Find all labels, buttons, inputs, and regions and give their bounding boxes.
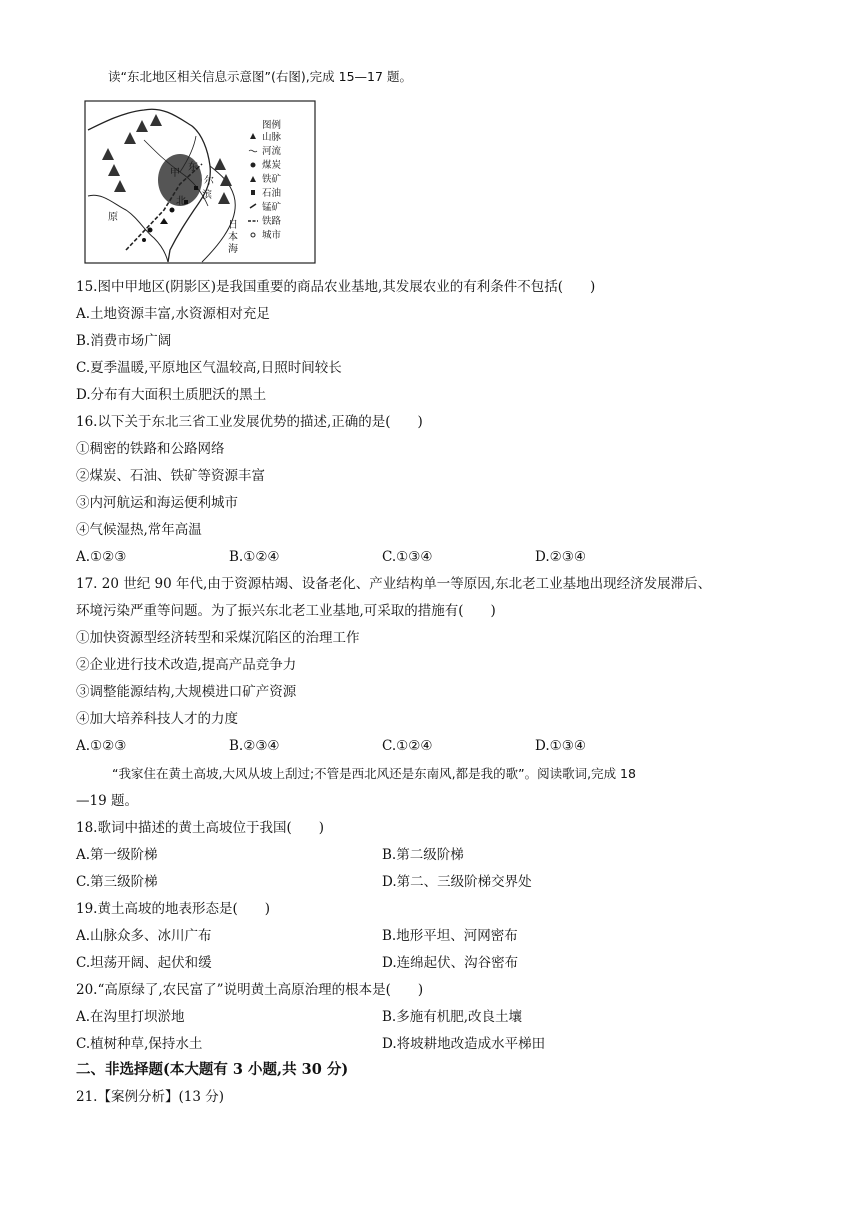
question-16-stem: 16.以下关于东北三省工业发展优势的描述,正确的是( ) [76,414,423,430]
legend-item: 石油 [262,188,282,199]
question-20-option-d: D.将坡耕地改造成水平梯田 [382,1036,546,1052]
map-label-ben: 本 [228,232,238,243]
legend-item: 城市 [262,230,282,241]
question-16-statement-3: ③内河航运和海运便利城市 [76,495,238,511]
question-20-option-a: A.在沟里打坝淤地 [76,1009,185,1025]
question-15-option-b: B.消费市场广阔 [76,333,172,349]
question-19-option-c: C.坦荡开阔、起伏和缓 [76,955,212,971]
question-16-statement-2: ②煤炭、石油、铁矿等资源丰富 [76,468,265,484]
map-label-hai: 海 [228,244,238,255]
section-2-heading: 二、非选择题(本大题有 3 小题,共 30 分) [76,1061,349,1078]
question-16-option-b: B.①②④ [229,549,280,565]
question-17-statement-1: ①加快资源型经济转型和采煤沉陷区的治理工作 [76,630,360,646]
question-17-statement-3: ③调整能源结构,大规模进口矿产资源 [76,684,297,700]
map-label-dong: 东 [188,162,198,173]
question-17-statement-2: ②企业进行技术改造,提高产品竞争力 [76,657,297,673]
question-19-option-a: A.山脉众多、冰川广布 [76,928,212,944]
legend-item: 河流 [262,146,282,157]
question-15-option-a: A.土地资源丰富,水资源相对充足 [76,306,270,322]
reading-prompt-18-19-line-1: “我家住在黄土高坡,大风从坡上刮过;不管是西北风还是东南风,都是我的歌”。阅读歌词,完成 18 [112,766,636,781]
question-17-statement-4: ④加大培养科技人才的力度 [76,711,238,727]
map-label-bin: 滨 [202,190,212,201]
northeast-map-figure [84,100,316,264]
question-20-option-b: B.多施有机肥,改良土壤 [382,1009,523,1025]
map-label-ri: 日 [228,220,238,231]
question-17-stem-line-2: 环境污染严重等问题。为了振兴东北老工业基地,可采取的措施有( ) [76,603,496,619]
coal-icon [251,163,256,168]
legend-title: 图例 [262,120,282,131]
question-20-option-c: C.植树种草,保持水土 [76,1036,203,1052]
reading-prompt-18-19-line-2: —19 题。 [76,793,138,809]
reading-prompt-15-17: 读“东北地区相关信息示意图”(右图),完成 15—17 题。 [108,69,412,84]
question-19-option-d: D.连绵起伏、沟谷密布 [382,955,519,971]
question-18-stem: 18.歌词中描述的黄土高坡位于我国( ) [76,820,325,836]
legend-item: 山脉 [262,132,282,143]
legend-item: 锰矿 [262,202,282,213]
oil-icon [251,190,255,195]
question-18-option-d: D.第二、三级阶梯交界处 [382,874,532,890]
question-17-option-d: D.①③④ [535,738,586,754]
map-label-er: 尔 [204,176,214,187]
legend-item: 煤炭 [262,160,282,171]
question-16-statement-1: ①稠密的铁路和公路网络 [76,441,225,457]
question-16-option-d: D.②③④ [535,549,586,565]
question-16-statement-4: ④气候湿热,常年高温 [76,522,202,538]
question-21-heading: 21.【案例分析】(13 分) [76,1089,224,1105]
question-16-option-a: A.①②③ [76,549,127,565]
question-18-option-a: A.第一级阶梯 [76,847,158,863]
legend-item: 铁路 [262,216,282,227]
question-20-stem: 20.“高原绿了,农民富了”说明黄土高原治理的根本是( ) [76,982,424,998]
question-17-option-a: A.①②③ [76,738,127,754]
map-label-bei: 北 [176,196,186,207]
question-16-option-c: C.①③④ [382,549,433,565]
question-19-option-b: B.地形平坦、河网密布 [382,928,518,944]
map-label-yuan: 原 [108,212,118,223]
question-18-option-c: C.第三级阶梯 [76,874,158,890]
map-label-jia: 甲 [170,168,180,179]
question-18-option-b: B.第二级阶梯 [382,847,464,863]
question-17-option-c: C.①②④ [382,738,433,754]
question-17-option-b: B.②③④ [229,738,280,754]
legend-item: 铁矿 [262,174,282,185]
question-15-option-d: D.分布有大面积土质肥沃的黑土 [76,387,267,403]
question-19-stem: 19.黄土高坡的地表形态是( ) [76,901,271,917]
question-17-stem-line-1: 17. 20 世纪 90 年代,由于资源枯竭、设备老化、产业结构单一等原因,东北老工业基地出现经济发展滞后、 [76,576,712,592]
question-15-option-c: C.夏季温暖,平原地区气温较高,日照时间较长 [76,360,342,376]
question-15-stem: 15.图中甲地区(阴影区)是我国重要的商品农业基地,其发展农业的有利条件不包括( ) [76,279,596,295]
